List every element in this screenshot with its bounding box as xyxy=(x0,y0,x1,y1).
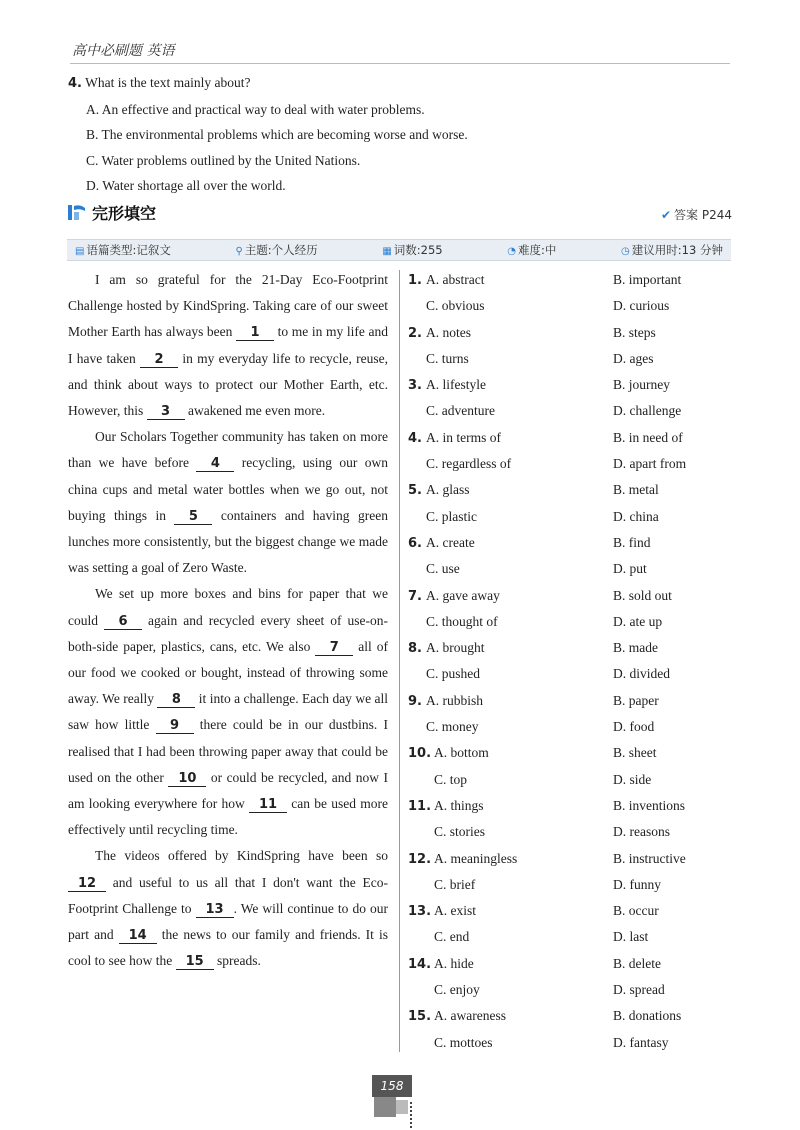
option-a: A. awareness xyxy=(434,1008,506,1024)
paragraph-2: Our Scholars Together community has taken on more than we have before 4 recycling, using our own china cups and metal water bottles when we go out, not buying things in 5 containers and having green lunches more consistently, but the biggest change we made was setting a goal of Zero Waste. xyxy=(68,429,388,576)
option-row xyxy=(408,635,738,661)
option-d: D. china xyxy=(613,508,659,524)
option-c: C. enjoy xyxy=(434,982,480,998)
option-row xyxy=(408,740,738,766)
option-b: B. made xyxy=(613,640,658,656)
option-row xyxy=(408,977,738,1003)
paragraph-4: The videos offered by KindSpring have been so 12 and useful to us all that I don't want the Eco-Footprint Challenge to 13 . We will continue to do our part and 14 the news to our family and friends. It is cool to see how the 15 spreads. xyxy=(68,848,388,970)
option-c: C. thought of xyxy=(426,613,498,629)
option-a: A. bottom xyxy=(434,745,489,761)
item-number: 15. xyxy=(408,1009,432,1025)
item-number: 4. xyxy=(408,430,422,446)
option-b: B. paper xyxy=(613,692,659,708)
option-a: A. exist xyxy=(434,903,476,919)
option-row xyxy=(408,320,738,346)
item-number: 11. xyxy=(408,798,432,814)
check-icon: ✔ xyxy=(660,208,672,222)
option-a: A. lifestyle xyxy=(426,377,486,393)
question-text: What is the text mainly about? xyxy=(85,75,251,90)
blank-13: 13 xyxy=(196,902,234,918)
item-number: 6. xyxy=(408,535,422,551)
clock-icon: ◷ xyxy=(621,246,630,257)
blank-14: 14 xyxy=(119,928,157,944)
option-c: C. use xyxy=(426,561,460,577)
blank-9: 9 xyxy=(156,718,194,734)
paragraph-3: We set up more boxes and bins for paper that we could 6 again and recycled every sheet of use-on-both-side paper, plastics, cans, etc. We also 7 all of our food we cooked or bought, instead of throwing some away. We really 8 it into a challenge. Each day we all saw how little 9 there could be in our dustbins. I realised that I had been throwing paper away that could be used on the other 10 or could be recycled, and now I am looking everywhere for how 11 can be used more effectively until recycling time. xyxy=(68,586,389,838)
option-row xyxy=(408,425,738,451)
item-number: 14. xyxy=(408,956,432,972)
blank-1: 1 xyxy=(236,325,274,341)
blank-15: 15 xyxy=(176,954,214,970)
option-d: D. Water shortage all over the world. xyxy=(86,178,286,193)
option-row xyxy=(408,398,738,424)
item-number: 2. xyxy=(408,325,422,341)
info-words: ▦ 词数:255 xyxy=(382,243,443,257)
option-d: D. spread xyxy=(613,982,665,998)
option-d: D. divided xyxy=(613,666,670,682)
option-a: A. meaningless xyxy=(434,850,518,866)
item-number: 9. xyxy=(408,693,422,709)
option-c: C. turns xyxy=(426,350,469,366)
option-a: A. gave away xyxy=(426,587,500,603)
option-d: D. food xyxy=(613,719,655,735)
option-c: C. Water problems outlined by the United Nations. xyxy=(86,152,361,168)
option-b: B. sold out xyxy=(613,587,672,603)
option-c: C. plastic xyxy=(426,508,477,524)
option-d: D. ate up xyxy=(613,613,663,629)
option-b: B. donations xyxy=(613,1008,682,1024)
item-number: 13. xyxy=(408,904,432,920)
column-divider xyxy=(399,270,400,1052)
blank-10: 10 xyxy=(168,771,206,787)
option-a: A. brought xyxy=(426,640,485,656)
option-row xyxy=(408,661,738,687)
item-number: 5. xyxy=(408,483,422,499)
section-title: 完形填空 xyxy=(92,204,157,223)
page-number: 158 xyxy=(372,1075,412,1097)
option-row xyxy=(408,819,738,845)
option-b: B. metal xyxy=(613,482,659,498)
blank-6: 6 xyxy=(104,614,142,630)
option-row xyxy=(408,767,738,793)
item-number: 10. xyxy=(408,746,432,762)
option-a: A. things xyxy=(434,797,484,813)
option-row xyxy=(408,951,738,977)
option-b: B. find xyxy=(613,534,651,550)
option-row xyxy=(408,609,738,635)
book-title: 高中必刷题 英语 xyxy=(72,43,175,59)
option-b: B. sheet xyxy=(613,745,657,761)
option-b: B. important xyxy=(613,272,682,287)
option-row xyxy=(408,872,738,898)
count-icon: ▦ xyxy=(382,246,392,257)
item-number: 1. xyxy=(408,273,422,288)
option-b: B. in need of xyxy=(613,429,683,445)
option-c: C. regardless of xyxy=(426,456,512,472)
option-c: C. pushed xyxy=(426,666,480,682)
option-a: A. abstract xyxy=(426,272,485,287)
option-d: D. apart from xyxy=(613,456,687,472)
option-row xyxy=(408,1003,738,1029)
option-row xyxy=(408,714,738,740)
option-d: D. challenge xyxy=(613,403,682,419)
option-row xyxy=(408,898,738,924)
option-c: C. top xyxy=(434,771,468,787)
info-bar xyxy=(67,239,731,261)
paragraph-1: I am so grateful for the 21-Day Eco-Footprint Challenge hosted by KindSpring. Taking care of our sweet Mother Earth has always been 1 to me in my life and I have taken 2 in my everyday life to recycle, reuse, and think about ways to protect our Mother Earth, etc. However, this 3 awakened me even more. xyxy=(68,272,388,420)
blank-8: 8 xyxy=(157,692,195,708)
header-divider xyxy=(70,63,730,64)
option-row xyxy=(408,530,738,556)
option-row xyxy=(408,451,738,477)
blank-3: 3 xyxy=(147,404,185,420)
item-number: 7. xyxy=(408,588,422,604)
option-d: D. funny xyxy=(613,876,661,892)
page-dots xyxy=(410,1102,414,1128)
option-c: C. end xyxy=(434,929,470,945)
blank-7: 7 xyxy=(315,640,353,656)
option-row xyxy=(408,1030,738,1056)
document-icon: ▤ xyxy=(75,246,85,257)
option-d: D. reasons xyxy=(613,824,670,840)
blank-4: 4 xyxy=(196,456,234,472)
option-row xyxy=(408,924,738,950)
option-b: B. instructive xyxy=(613,850,686,866)
blank-11: 11 xyxy=(249,797,287,813)
option-row xyxy=(408,504,738,530)
option-d: D. curious xyxy=(613,298,670,314)
option-d: D. put xyxy=(613,561,647,577)
option-d: D. fantasy xyxy=(613,1034,669,1050)
option-row xyxy=(408,267,738,293)
page-decoration xyxy=(374,1097,396,1117)
item-number: 3. xyxy=(408,378,422,394)
answer-page: 答案 P244 xyxy=(674,208,732,222)
option-b: B. journey xyxy=(613,377,670,393)
info-topic: ⚲ 主题:个人经历 xyxy=(235,243,318,257)
option-b: B. delete xyxy=(613,955,661,971)
option-d: D. side xyxy=(613,771,652,787)
option-a: A. glass xyxy=(426,482,470,498)
option-a: A. hide xyxy=(434,955,474,971)
option-c: C. money xyxy=(426,719,479,735)
item-number: 8. xyxy=(408,641,422,657)
option-b: B. inventions xyxy=(613,797,686,813)
option-a: A. in terms of xyxy=(426,429,501,445)
option-c: C. obvious xyxy=(426,298,485,314)
info-time: ◷ 建议用时:13 分钟 xyxy=(621,243,723,257)
blank-12: 12 xyxy=(68,876,106,892)
option-c: C. adventure xyxy=(426,403,495,419)
option-row xyxy=(408,293,738,319)
option-row xyxy=(408,688,738,714)
option-a: A. create xyxy=(426,534,475,550)
option-b: B. The environmental problems which are becoming worse and worse. xyxy=(86,127,468,142)
options-list xyxy=(408,267,738,1056)
blank-5: 5 xyxy=(174,509,212,525)
cloze-passage xyxy=(68,267,388,974)
page-decoration-2 xyxy=(396,1100,408,1114)
option-c: C. mottoes xyxy=(434,1034,493,1050)
option-c: C. stories xyxy=(434,824,486,840)
option-a: A. An effective and practical way to deal with water problems. xyxy=(86,101,425,117)
option-row xyxy=(408,372,738,398)
section-icon xyxy=(67,202,87,222)
option-c: C. brief xyxy=(434,876,476,892)
option-d: D. ages xyxy=(613,350,654,366)
option-row xyxy=(408,477,738,503)
blank-2: 2 xyxy=(140,352,178,368)
question-number: 4. xyxy=(68,76,82,91)
option-row xyxy=(408,793,738,819)
option-b: B. steps xyxy=(613,324,656,340)
option-a: A. rubbish xyxy=(426,692,483,708)
question-stem xyxy=(68,70,468,97)
option-row xyxy=(408,346,738,372)
search-icon: ⚲ xyxy=(235,246,243,257)
question-4 xyxy=(68,70,468,199)
option-row xyxy=(408,556,738,582)
option-a: A. notes xyxy=(426,324,471,340)
answer-reference xyxy=(661,206,732,223)
info-type: ▤ 语篇类型:记叙文 xyxy=(75,243,171,257)
option-b: B. occur xyxy=(613,903,659,919)
item-number: 12. xyxy=(408,851,432,867)
option-row xyxy=(408,846,738,872)
option-d: D. last xyxy=(613,929,649,945)
option-row xyxy=(408,583,738,609)
info-difficulty: ◔ 难度:中 xyxy=(507,243,557,257)
gauge-icon: ◔ xyxy=(507,246,517,257)
